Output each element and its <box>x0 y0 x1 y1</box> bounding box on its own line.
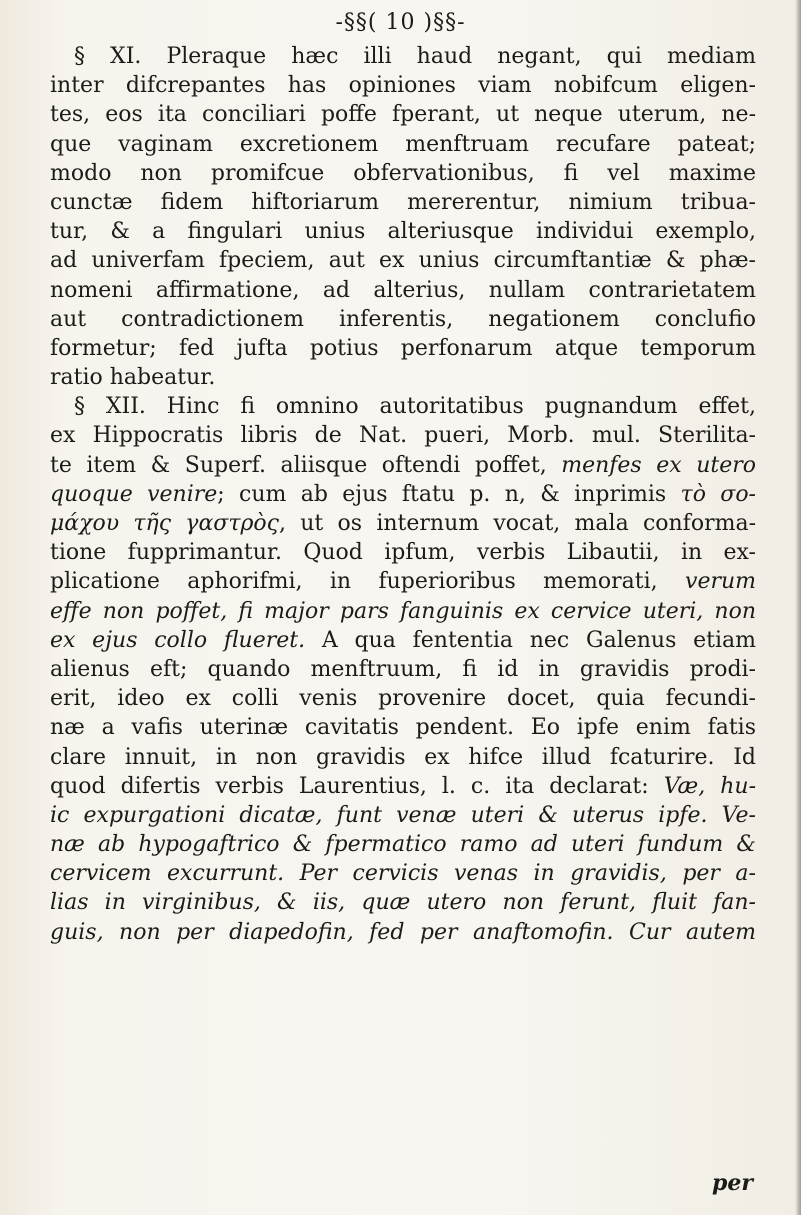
text-line: clare innuit, in non gravidis ex hifce illud fcaturire. Id <box>50 744 756 770</box>
text-line: tes, eos ita conciliari poffe fperant, ut neque uterum, ne- <box>50 102 756 128</box>
text-line: aut contradictionem inferentis, negationem conclufio <box>50 306 756 332</box>
text-line <box>50 480 756 509</box>
italic-run: ex ejus collo flueret. <box>50 627 306 653</box>
text-line: næ ab hypogaftrico & fpermatico ramo ad uteri fundum & <box>50 832 756 858</box>
text-line: guis, non per diapedofin, fed per anaftomofin. Cur autem <box>50 919 756 945</box>
text-line <box>50 626 756 655</box>
text-run: plicatione aphorifmi, in fuperioribus memorati, <box>50 569 658 595</box>
greek-run: μάχου τῆς γαστρὸς <box>50 511 279 536</box>
text-line <box>50 509 756 538</box>
text-line: que vaginam excretionem menftruam recufare pateat; <box>50 131 756 157</box>
text-run: te item & Superf. aliisque oftendi poffet, <box>50 452 547 478</box>
catchword: per <box>712 1170 753 1196</box>
text-line: formetur; fed jufta potius perfonarum atque temporum <box>50 335 756 361</box>
italic-run: verum <box>685 569 757 595</box>
text-run: quod difertis verbis Laurentius, l. c. ita declarat: <box>50 773 649 799</box>
text-line: § XI. Pleraque hæc illi haud negant, qui mediam <box>74 44 756 69</box>
text-line: alienus eft; quando menftruum, fi id in gravidis prodi- <box>50 656 756 682</box>
text-line: ratio habeatur. <box>50 365 216 391</box>
page-header: -§§( 10 )§§- <box>335 10 466 35</box>
text-line: tur, & a fingulari unius alteriusque individui exemplo, <box>50 219 756 245</box>
text-line: ex Hippocratis libris de Nat. pueri, Morb. mul. Sterilita- <box>50 423 756 449</box>
text-line: cunctæ fidem hiftoriarum mererentur, nimium tribua- <box>50 189 756 215</box>
text-line: inter difcrepantes has opiniones viam nobifcum eligen- <box>50 73 756 99</box>
text-line: modo non promifcue obfervationibus, fi vel maxime <box>50 160 756 186</box>
text-line: ic expurgationi dicatæ, funt venæ uteri & uterus ipfe. Ve- <box>50 802 756 828</box>
text-line: ad univerfam fpeciem, aut ex unius circumftantiæ & phæ- <box>50 248 756 274</box>
italic-run: menfes ex utero <box>561 452 756 478</box>
text-run: A qua fententia nec Galenus etiam <box>321 627 757 653</box>
text-line <box>50 567 756 596</box>
text-line: cervicem excurrunt. Per cervicis venas in gravidis, per a- <box>50 861 756 887</box>
text-line <box>50 451 756 480</box>
page-edge-shadow <box>795 0 801 1215</box>
paragraph-xii <box>50 392 756 947</box>
italic-run: Væ, hu- <box>663 773 757 799</box>
text-line: erit, ideo ex colli venis provenire docet, quia fecundi- <box>50 686 756 712</box>
body-text <box>50 42 756 947</box>
text-line: nomeni affirmatione, ad alterius, nullam contrarietatem <box>50 277 756 303</box>
text-line: effe non poffet, fi major pars fanguinis ex cervice uteri, non <box>50 598 756 624</box>
text-run: ; cum ab ejus ftatu p. n, & inprimis <box>217 481 667 507</box>
text-line: tione fupprimantur. Quod ipfum, verbis Libautii, in ex- <box>50 540 756 566</box>
italic-run: quoque venire <box>50 481 218 507</box>
text-line: næ a vafis uterinæ cavitatis pendent. Eo ipfe enim fatis <box>50 715 756 741</box>
greek-run: τὸ σο- <box>680 481 756 507</box>
paragraph-xi <box>50 42 756 392</box>
text-line <box>50 772 756 801</box>
text-run: , ut os internum vocat, mala conforma- <box>279 511 756 536</box>
text-line: § XII. Hinc fi omnino autoritatibus pugnandum effet, <box>74 394 756 420</box>
text-line: lias in virginibus, & iis, quæ utero non ferunt, fluit fan- <box>50 890 756 916</box>
